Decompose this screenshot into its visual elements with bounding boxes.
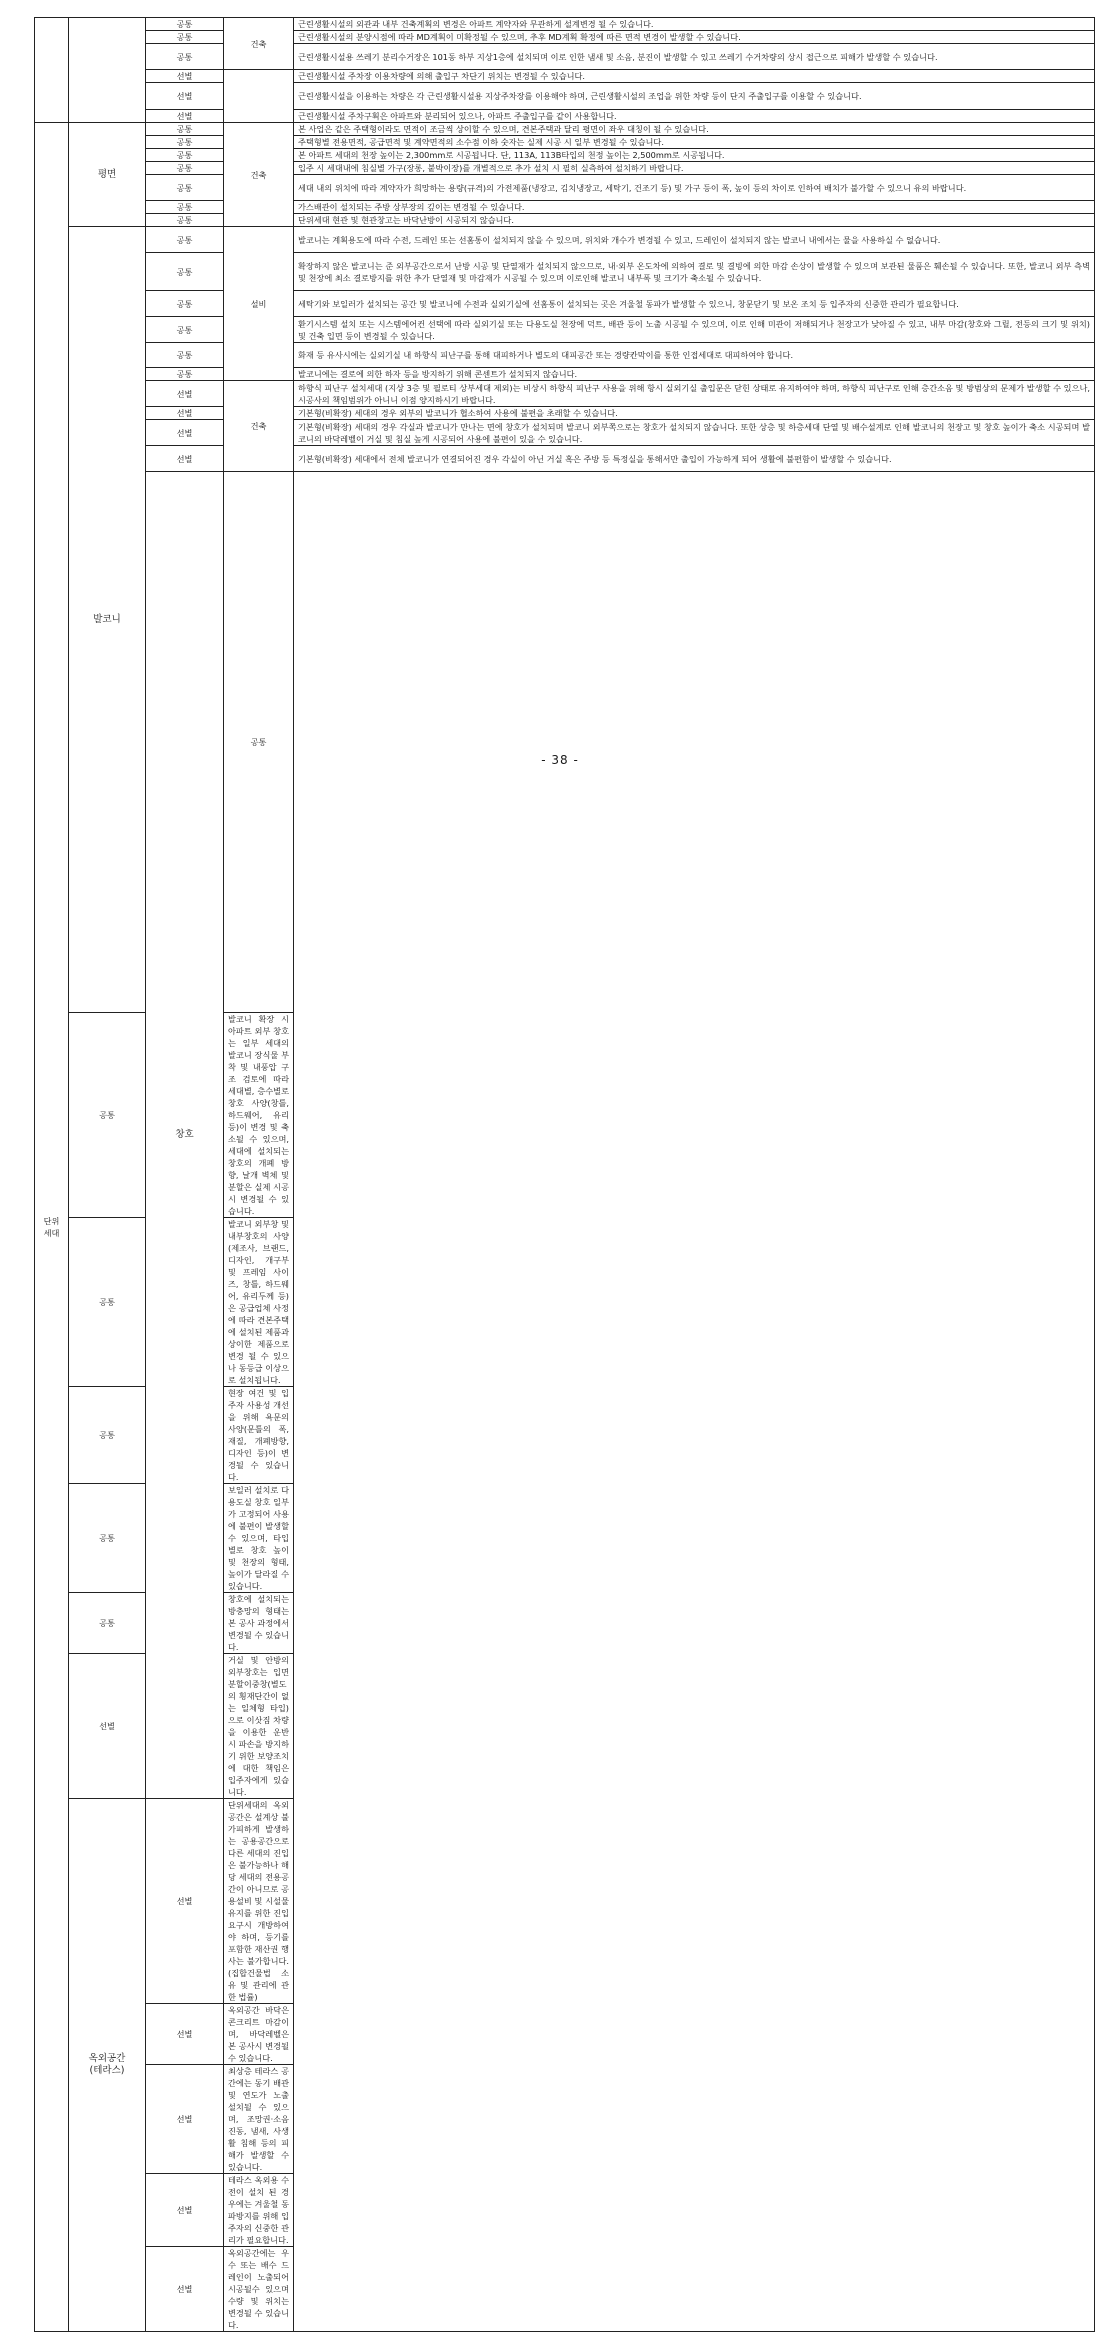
type-cell: 공통: [69, 1484, 146, 1593]
description-cell: 세대 내의 위치에 따라 계약자가 희망하는 용량(규격)의 가전제품(냉장고, 김치냉장고, 세탁기, 건조기 등) 및 가구 등이 폭, 높이 등의 차이로 인하여 배치가 불가할 수 있으니 유의 바랍니다.: [294, 175, 1095, 201]
description-cell: 가스배관이 설치되는 주방 상부장의 깊이는 변경될 수 있습니다.: [294, 201, 1095, 214]
type-cell: 공통: [146, 317, 224, 343]
description-cell: 옥외공간에는 우수 또는 배수 드레인이 노출되어 시공될수 있으며 수량 및 위치는 변경될 수 있습니다.: [224, 2247, 294, 2332]
blank-section-cell: [35, 18, 69, 123]
category-cell: 설비: [224, 227, 294, 381]
description-cell: 근린생활시설을 이용하는 차량은 각 근린생활시설용 지상주차장를 이용해야 하며, 근린생활시설의 조업을 위한 차량 등이 단지 주출입구를 이용할 수 있습니다.: [294, 83, 1095, 110]
page-number: - 38 -: [541, 753, 579, 767]
description-cell: 발코니는 계획용도에 따라 수전, 드레인 또는 선홈통이 설치되지 않을 수 있으며, 위치와 개수가 변경될 수 있고, 드레인이 설치되지 않는 발코니 내에서는 물을 사용하실 수 없습니다.: [294, 227, 1095, 253]
description-cell: 세탁기와 보일러가 설치되는 공간 및 발코니에 수전과 실외기실에 선홈통이 설치되는 곳은 겨울철 동파가 발생할 수 있으니, 창문닫기 및 보온 조치 등 입주자의 신중한 관리가 필요합니다.: [294, 291, 1095, 317]
description-cell: 단위세대 현관 및 현관창고는 바닥난방이 시공되지 않습니다.: [294, 214, 1095, 227]
type-cell: 선별: [146, 1799, 224, 2004]
type-cell: 공통: [146, 214, 224, 227]
group-label-outdoor: 옥외공간 (테라스): [69, 1799, 146, 2332]
description-cell: 보일러 설치로 다용도실 창호 일부가 고정되어 사용에 불편이 발생할 수 있으며, 타입별로 창호 높이 및 천장의 형태, 높이가 달라질 수 있습니다.: [224, 1484, 294, 1593]
table-row: [35, 70, 1095, 83]
table-row: [35, 18, 1095, 31]
type-cell: 선별: [146, 2174, 224, 2247]
category-cell: 건축: [224, 123, 294, 227]
type-cell: 선별: [146, 381, 224, 407]
description-cell: 근린생활시설 주차구획은 아파트와 분리되어 있으나, 아파트 주출입구를 같이 사용합니다.: [294, 110, 1095, 123]
type-cell: 공통: [146, 44, 224, 70]
description-cell: 기본형(비확장) 세대의 경우 외부의 발코니가 협소하여 사용에 불편을 초래할 수 있습니다.: [294, 407, 1095, 420]
table-row: [35, 149, 1095, 162]
description-cell: 최상층 테라스 공간에는 동기 배관 및 연도가 노출 설치될 수 있으며, 조망권·소음진동, 냄새, 사생활 침해 등의 피해가 발생할 수 있습니다.: [224, 2065, 294, 2174]
category-cell: 건축: [224, 381, 294, 472]
description-cell: 주택형별 전용면적, 공급면적 및 계약면적의 소수점 이하 숫자는 실제 시공 시 일부 변경될 수 있습니다.: [294, 136, 1095, 149]
description-cell: 근린생활시설의 분양시점에 따라 MD계획이 미확정될 수 있으며, 추후 MD계획 확정에 따른 면적 변경이 발생할 수 있습니다.: [294, 31, 1095, 44]
type-cell: 공통: [146, 136, 224, 149]
description-cell: 근린생활시설용 쓰레기 분리수거장은 101동 하부 지상1층에 설치되며 이로 인한 냄새 및 소음, 분진이 발생할 수 있고 쓰레기 수거차량의 상시 접근으로 피해가 발생할 수 있습니다.: [294, 44, 1095, 70]
description-cell: 창호에 설치되는 방충망의 형태는 본 공사 과정에서 변경될 수 있습니다.: [224, 1593, 294, 1654]
type-cell: 선별: [146, 407, 224, 420]
type-cell: 공통: [146, 227, 224, 253]
type-cell: 선별: [146, 420, 224, 446]
type-cell: 공통: [69, 1013, 146, 1218]
type-cell: 선별: [146, 110, 224, 123]
table-row: [35, 83, 1095, 96]
type-cell: 선별: [146, 446, 224, 472]
type-cell: 공통: [146, 201, 224, 214]
table-row: [35, 201, 1095, 214]
description-cell: 입주 시 세대내에 침실별 가구(장롱, 붙박이장)를 개별적으로 추가 설치 시 필히 실측하여 설치하기 바랍니다.: [294, 162, 1095, 175]
table-row: [35, 227, 1095, 253]
description-cell: 환기시스템 설치 또는 시스템에어컨 선택에 따라 실외기실 또는 다용도실 천장에 덕트, 배관 등이 노출 시공될 수 있으며, 이로 인해 미관이 저해되거나 천장고가 낮아질 수 있고, 내부 마감(창호와 그릴, 전등의 크기 및 위치) 및 건축 입면 등이 변경될 수 있습니다.: [294, 317, 1095, 343]
type-cell: 선별: [146, 2004, 224, 2065]
description-cell: 현장 여건 및 입주자 사용성 개선을 위해 욕문의 사양(문틀의 폭, 재질, 개폐방향, 디자인 등)이 변경될 수 있습니다.: [224, 1387, 294, 1484]
type-cell: 공통: [146, 162, 224, 175]
type-cell: 공통: [69, 1593, 146, 1654]
table-row: [35, 407, 1095, 420]
description-cell: 화재 등 유사시에는 실외기실 내 하향식 피난구를 통해 대피하거나 별도의 대피공간 또는 경량칸막이를 통한 인접세대로 대피하여야 합니다.: [294, 343, 1095, 368]
table-row: [35, 136, 1095, 149]
table-row: [35, 420, 1095, 446]
description-cell: 하향식 피난구 설치세대 (지상 3층 및 필로티 상부세대 제외)는 비상시 하향식 피난구 사용을 위해 항시 실외기실 출입문은 닫힌 상태로 유지하여야 하며, 하향식 피난구로 인해 층간소음 및 방범상의 문제가 발생할 수 있으나, 시공사의 책임범위가 아니니 이점 양지하시기 바랍니다.: [294, 381, 1095, 407]
category-cell: 건축: [224, 18, 294, 70]
type-cell: 선별: [69, 1654, 146, 1799]
type-cell: 공통: [69, 1218, 146, 1387]
type-cell: 선별: [146, 2247, 224, 2332]
type-cell: 공통: [224, 472, 294, 1013]
description-cell: 거실 및 안방의 외부창호는 입면분할이중창(별도의 횡재단간이 없는 일체형 타입)으로 이삿짐 차량을 이용한 운반 시 파손을 방지하기 위한 보양조치에 대한 책임은 입주자에게 있습니다.: [224, 1654, 294, 1799]
blank-group-cell: [69, 18, 146, 123]
type-cell: 공통: [146, 291, 224, 317]
table-row: [35, 472, 1095, 1013]
type-cell: 선별: [146, 83, 224, 110]
type-cell: 선별: [146, 70, 224, 83]
type-cell: 공통: [146, 175, 224, 201]
description-cell: 발코니 외부창 및 내부창호의 사양(제조사, 브랜드, 디자인, 개구부 및 프레임 사이즈, 창틀, 하드웨어, 유리두께 등)은 공급업체 사정에 따라 견본주택에 설치된 제품과 상이한 제품으로 변경 될 수 있으나 동등급 이상으로 설치됩니다.: [224, 1218, 294, 1387]
table-row: [35, 123, 1095, 136]
table-row: [35, 214, 1095, 227]
type-cell: 공통: [146, 31, 224, 44]
table-row: [35, 291, 1095, 317]
table-row: [35, 162, 1095, 175]
table-row: [35, 44, 1095, 70]
type-cell: 공통: [146, 123, 224, 136]
description-cell: 발코니 확장 시 아파트 외부 창호는 일부 세대의 발코니 장식물 부착 및 내풍압 구조 검토에 따라 세대별, 층수별로 창호 사양(창틀, 하드웨어, 유리 등)이 변경 및 축소될 수 있으며, 세대에 설치되는 창호의 개폐 방향, 날개 벽체 및 분할은 실제 시공 시 변경될 수 있습니다.: [224, 1013, 294, 1218]
table-row: [35, 343, 1095, 368]
type-cell: 공통: [146, 368, 224, 381]
description-cell: 확장하지 않은 발코니는 준 외부공간으로서 난방 시공 및 단열재가 설치되지 않으므로, 내·외부 온도차에 의하여 결로 및 결빙에 의한 마감 손상이 발생할 수 있으며 보관된 물품은 훼손될 수 있습니다. 또한, 발코니 외부 측벽 및 천장에 최소 결로방지를 위한 추가 단열재 및 마감재가 시공될 수 있으며 이로인해 발코니 내부폭 및 크기가 축소될 수 있습니다.: [294, 253, 1095, 291]
table-row: [35, 317, 1095, 343]
description-cell: 기본형(비확장) 세대의 경우 각실과 발코니가 만나는 면에 창호가 설치되며 발코니 외부쪽으로는 창호가 설치되지 않습니다. 또한 상층 및 하층세대 단열 및 배수설계로 인해 발코니의 천장고 및 창호 높이가 축소 시공되며 발코니의 바닥레벨이 거실 및 침실 높게 시공되어 사용에 불편이 있을 수 있습니다.: [294, 420, 1095, 446]
description-cell: 본 아파트 세대의 천장 높이는 2,300mm로 시공됩니다. 단, 113A, 113B타입의 천정 높이는 2,500mm로 시공됩니다.: [294, 149, 1095, 162]
description-cell: 테라스 옥외용 수전이 설치 된 경우에는 겨울철 동파방지를 위해 입주자의 신중한 관리가 필요합니다.: [224, 2174, 294, 2247]
type-cell: 공통: [146, 149, 224, 162]
description-cell: 근린생활시설 주차장 이용차량에 의해 출입구 차단기 위치는 변경될 수 있습니다.: [294, 70, 1095, 83]
table-row: [35, 110, 1095, 123]
notice-table: [34, 17, 1095, 2332]
table-row: [35, 175, 1095, 201]
type-cell: 선별: [146, 2065, 224, 2174]
category-cell: [294, 472, 1095, 2332]
group-label-balcony: 발코니: [69, 227, 146, 1013]
type-cell: 공통: [146, 18, 224, 31]
description-cell: 발코니에는 결로에 의한 하자 등을 방지하기 위해 콘센트가 설치되지 않습니다.: [294, 368, 1095, 381]
type-cell: 공통: [146, 253, 224, 291]
section-label-unit: 단위 세대: [35, 123, 69, 2332]
type-cell: 공통: [146, 343, 224, 368]
description-cell: 본 사업은 같은 주택형이라도 면적이 조금씩 상이할 수 있으며, 견본주택과 달리 평면이 좌우 대칭이 될 수 있습니다.: [294, 123, 1095, 136]
notice-table-sheet: [34, 17, 1094, 2332]
group-label-window: 창호: [146, 472, 224, 1799]
table-row: [35, 31, 1095, 44]
type-cell: 공통: [69, 1387, 146, 1484]
table-row: [35, 253, 1095, 291]
table-row: [35, 446, 1095, 472]
table-row: [35, 381, 1095, 407]
group-label-floor-plan: 평면: [69, 123, 146, 227]
description-cell: 옥외공간 바닥은 콘크리트 마감이며, 바닥레벨은 본 공사시 변경될 수 있습니다.: [224, 2004, 294, 2065]
table-row: [35, 368, 1095, 381]
description-cell: 기본형(비확장) 세대에서 전체 발코니가 연결되어진 경우 각실이 아닌 거실 혹은 주방 등 특정실을 통해서만 출입이 가능하게 되어 생활에 불편함이 발생할 수 있습니다.: [294, 446, 1095, 472]
description-cell: 단위세대의 옥외공간은 설계상 불가피하게 발생하는 공용공간으로 다른 세대의 진입은 불가능하나 해당 세대의 전용공간이 아니므로 공용설비 및 시설물 유지를 위한 진입요구시 개방하여야 하며, 등기를 포함한 재산권 행사는 불가합니다.(집합건물법 소유 및 관리에 관한 법률): [224, 1799, 294, 2004]
description-cell: 근린생활시설의 외관과 내부 건축계획의 변경은 아파트 계약자와 무관하게 설계변경 될 수 있습니다.: [294, 18, 1095, 31]
category-cell: [224, 70, 294, 123]
